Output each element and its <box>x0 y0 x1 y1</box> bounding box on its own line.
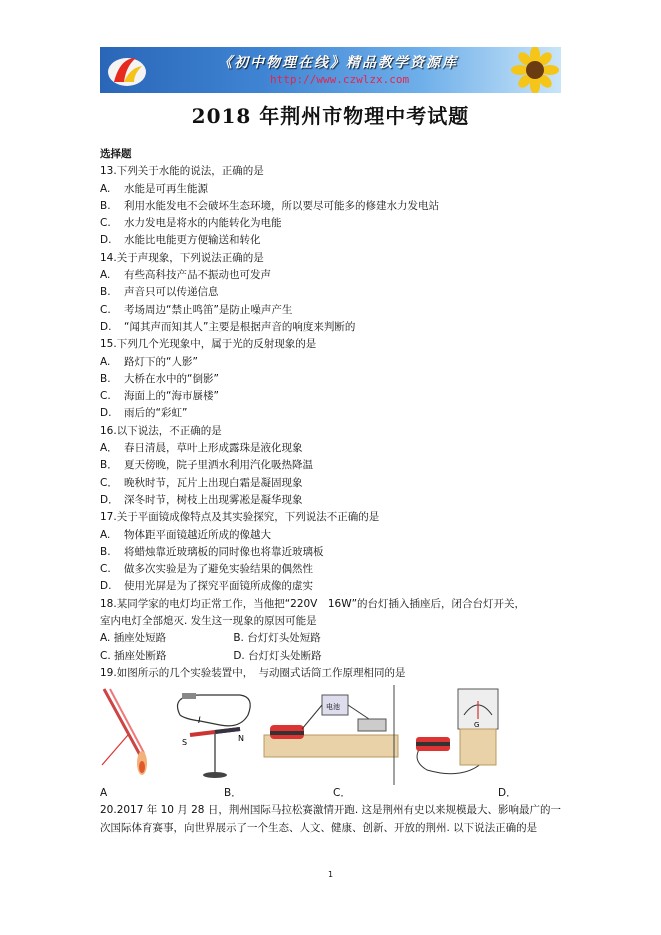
option-row <box>100 492 570 509</box>
sunflower-icon <box>501 47 561 93</box>
option-row <box>100 578 570 595</box>
question-stem: 14.关于声现象，下列说法正确的是 <box>100 251 264 264</box>
option-text: 做多次实验是为了避免实验结果的偶然性 <box>124 563 313 576</box>
option-text: 海面上的“海市蜃楼” <box>124 390 219 403</box>
question-19-figures <box>100 685 570 785</box>
option-row <box>100 284 570 301</box>
option-text: 有些高科技产品不振动也可发声 <box>124 269 271 282</box>
option-text: 水能比电能更方便输送和转化 <box>124 234 261 247</box>
option-text: 水能是可再生能源 <box>124 182 208 195</box>
question-19-stem: 19.如图所示的几个实验装置中， 与动圈式话筒工作原理相同的是 <box>100 666 406 679</box>
question-18-stem-2: 室内电灯全部熄灭. 发生这一现象的原因可能是 <box>100 615 317 628</box>
option-label: A. <box>100 632 111 645</box>
option-label: A． <box>100 442 118 455</box>
option-text: 深冬时节，树枝上出现雾凇是凝华现象 <box>124 493 303 506</box>
option-label: D. <box>100 234 112 247</box>
option-label: A. <box>100 355 111 368</box>
banner-title: 《初中物理在线》精品教学资源库 <box>218 55 458 71</box>
document-title: 2018 年荆州市物理中考试题 <box>191 104 470 128</box>
banner-url[interactable]: http://www.czwlzx.com <box>270 73 410 86</box>
option-label: B. <box>100 199 111 212</box>
figure-b-south-label: S <box>182 738 188 748</box>
option-text: 插座处断路 <box>114 649 167 662</box>
logo-icon <box>106 52 148 88</box>
option-text: 将蜡烛靠近玻璃板的同时像也将靠近玻璃板 <box>124 545 324 558</box>
document-body <box>100 146 570 837</box>
option-label: B. <box>233 632 244 645</box>
question-20-text: 20.2017 年 10 月 28 日，荆州国际马拉松赛激情开跑. 这是荆州有史以来规模最大、影响最广的一次国际体育赛事，向世界展示了一个生态、人文、健康、创新、开放的荆州. 以下说法正确的是 <box>100 804 562 834</box>
option-text: 物体距平面镜越近所成的像越大 <box>124 528 271 541</box>
figure-b-illustration <box>160 685 260 785</box>
figure-b-current-label: I <box>198 716 201 727</box>
option-label: B. <box>100 286 111 299</box>
question-list <box>100 163 570 595</box>
question-stem: 16.以下说法，不正确的是 <box>100 424 222 437</box>
option-row <box>100 371 570 388</box>
option-label: B． <box>100 459 118 472</box>
option-row <box>100 544 570 561</box>
option-text: 使用光屏是为了探究平面镜所成像的虚实 <box>124 580 313 593</box>
option-text: 插座处短路 <box>113 632 167 645</box>
figure-d-illustration <box>402 685 502 785</box>
option-row <box>100 319 570 336</box>
option-text: 夏天傍晚，院子里洒水利用汽化吸热降温 <box>124 459 313 472</box>
option-text: 考场周边“禁止鸣笛”是防止噪声产生 <box>124 303 293 316</box>
question-stem: 13.下列关于水能的说法，正确的是 <box>100 165 264 178</box>
option-label: D. <box>100 320 112 333</box>
option-text: 利用水能发电不会破坏生态环境，所以要尽可能多的修建水力发电站 <box>124 199 439 212</box>
option-row <box>100 440 570 457</box>
option-row <box>100 302 570 319</box>
option-row <box>100 354 570 371</box>
question-stem: 15.下列几个光现象中，属于光的反射现象的是 <box>100 338 317 351</box>
option-label: C. <box>100 303 111 316</box>
figure-c-illustration <box>262 685 400 785</box>
option-row <box>100 405 570 422</box>
figure-label-c: C． <box>333 787 351 800</box>
option-row <box>100 198 570 215</box>
option-text: 台灯灯头处短路 <box>247 632 321 645</box>
figure-b-north-label: N <box>238 734 244 744</box>
page-number: 1 <box>327 870 334 879</box>
section-heading: 选择题 <box>100 148 132 160</box>
option-label: A. <box>100 528 111 541</box>
option-text: 台灯灯头处断路 <box>248 649 322 662</box>
option-row <box>100 527 570 544</box>
option-row <box>100 232 570 249</box>
option-row <box>100 457 570 474</box>
option-text: 水力发电是将水的内能转化为电能 <box>124 217 282 230</box>
option-row <box>100 267 570 284</box>
option-label: B. <box>100 545 111 558</box>
option-label: D． <box>100 493 119 506</box>
option-row <box>100 181 570 198</box>
option-text: “闻其声而知其人”主要是根据声音的响度来判断的 <box>124 320 356 333</box>
option-label: C. <box>100 563 111 576</box>
option-text: 大桥在水中的“倒影” <box>124 372 219 385</box>
option-label: A. <box>100 269 111 282</box>
option-label: D. <box>233 649 245 662</box>
option-label: D. <box>100 580 112 593</box>
figure-a-illustration <box>100 685 160 785</box>
question-18-options-row-1 <box>100 630 570 647</box>
figure-label-b: B． <box>224 787 242 800</box>
question-18-options-row-2 <box>100 648 570 665</box>
header-banner <box>100 47 561 93</box>
option-text: 春日清晨，草叶上形成露珠是液化现象 <box>124 442 303 455</box>
question-stem: 17.关于平面镜成像特点及其实验探究，下列说法不正确的是 <box>100 511 380 524</box>
option-row <box>100 388 570 405</box>
option-row <box>100 215 570 232</box>
figure-c-battery-label: 电池 <box>326 703 340 712</box>
option-label: C. <box>100 217 111 230</box>
option-label: C. <box>100 649 111 662</box>
figure-label-d: D． <box>498 787 517 800</box>
question-19-figure-labels <box>100 785 570 802</box>
option-label: D. <box>100 407 112 420</box>
figure-d-galvanometer-label: G <box>474 721 480 730</box>
option-label: A. <box>100 182 111 195</box>
option-text: 路灯下的“人影” <box>124 355 198 368</box>
option-row <box>100 561 570 578</box>
option-label: C． <box>100 476 118 489</box>
question-18-stem-1: 18.某同学家的电灯均正常工作，当他把“220V 16W”的台灯插入插座后，闭合台灯开关， <box>100 597 526 610</box>
option-text: 声音只可以传递信息 <box>124 286 219 299</box>
option-text: 晚秋时节，瓦片上出现白霜是凝固现象 <box>124 476 303 489</box>
option-label: B. <box>100 372 111 385</box>
option-text: 雨后的“彩虹” <box>124 407 188 420</box>
option-label: C. <box>100 390 111 403</box>
figure-label-a: A <box>100 787 108 800</box>
option-row <box>100 475 570 492</box>
